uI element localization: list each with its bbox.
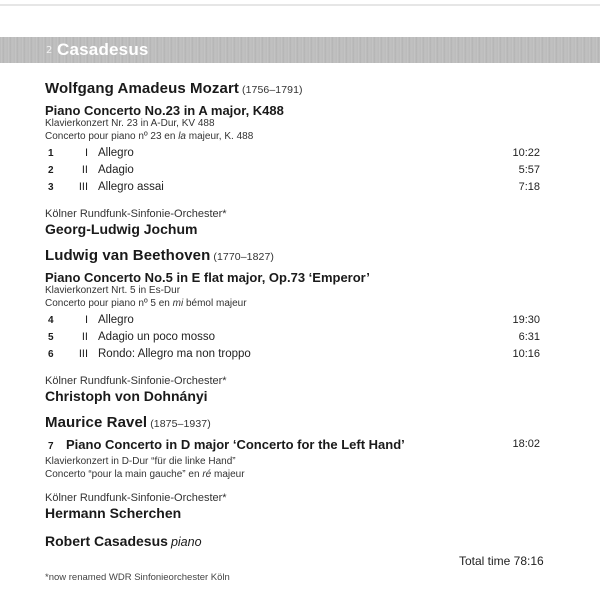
composer-name: Maurice Ravel xyxy=(45,414,148,431)
work-title-german: Klavierkonzert Nrt. 5 in Es-Dur xyxy=(45,285,181,296)
track-duration: 10:16 xyxy=(512,348,540,360)
track-number: 2 xyxy=(48,165,54,176)
work-title: Piano Concerto No.23 in A major, K488 xyxy=(45,103,284,118)
track-duration: 19:30 xyxy=(512,314,540,326)
top-rule xyxy=(0,4,600,6)
french-text: bémol majeur xyxy=(183,298,247,309)
work-title-french xyxy=(45,131,253,142)
work-title: Piano Concerto No.5 in E flat major, Op.73 ‘Emperor’ xyxy=(45,270,370,285)
composer-heading xyxy=(45,80,303,97)
french-key: mi xyxy=(172,298,184,309)
header-bar xyxy=(0,37,600,63)
track-row[interactable] xyxy=(48,314,134,328)
composer-heading xyxy=(45,247,274,264)
orchestra: Kölner Rundfunk-Sinfonie-Orchester* xyxy=(45,375,227,387)
movement-title: Allegro xyxy=(98,147,134,159)
track-number: 1 xyxy=(48,148,54,159)
track-number: 5 xyxy=(48,332,54,343)
work-title-french xyxy=(45,298,247,309)
movement-title: Allegro assai xyxy=(98,181,164,193)
french-text: Concerto pour piano nº 5 en xyxy=(45,298,173,309)
soloist-name: Robert Casadesus xyxy=(45,533,168,549)
french-text: Concerto pour piano nº 23 en xyxy=(45,131,179,142)
movement-title: Adagio un poco mosso xyxy=(98,331,215,343)
header-title: Casadesus xyxy=(57,40,149,59)
composer-heading xyxy=(45,414,211,431)
movement-title: Adagio xyxy=(98,164,134,176)
track-duration: 18:02 xyxy=(512,438,540,450)
work-title-french xyxy=(45,469,245,480)
movement-numeral: III xyxy=(78,348,88,360)
track-duration: 6:31 xyxy=(518,331,540,343)
track-number: 4 xyxy=(48,315,54,326)
movement-numeral: I xyxy=(84,314,88,326)
track-number: 7 xyxy=(48,441,54,452)
conductor: Hermann Scherchen xyxy=(45,505,182,521)
total-time: Total time 78:16 xyxy=(459,554,544,568)
track-row[interactable] xyxy=(48,331,215,345)
french-key: ré xyxy=(202,469,212,480)
track-duration: 7:18 xyxy=(518,181,540,193)
track-row[interactable] xyxy=(48,164,134,178)
track-duration: 5:57 xyxy=(518,164,540,176)
page-number: 2 xyxy=(46,45,53,56)
conductor: Georg-Ludwig Jochum xyxy=(45,221,198,237)
movement-numeral: II xyxy=(81,164,88,176)
composer-dates: (1770–1827) xyxy=(213,251,275,263)
soloist xyxy=(45,533,202,549)
french-text: majeur, K. 488 xyxy=(186,131,254,142)
conductor: Christoph von Dohnányi xyxy=(45,388,208,404)
french-text: majeur xyxy=(211,469,245,480)
track-number: 3 xyxy=(48,182,54,193)
track-row[interactable] xyxy=(48,437,405,452)
composer-dates: (1875–1937) xyxy=(150,418,211,430)
work-title: Piano Concerto in D major ‘Concerto for the Left Hand’ xyxy=(66,437,405,452)
movement-numeral: III xyxy=(78,181,88,193)
movement-numeral: II xyxy=(81,331,88,343)
composer-dates: (1756–1791) xyxy=(241,84,303,96)
composer-name: Ludwig van Beethoven xyxy=(45,247,211,264)
french-key: la xyxy=(178,131,186,142)
track-number: 6 xyxy=(48,349,54,360)
movement-title: Rondo: Allegro ma non troppo xyxy=(98,348,251,360)
orchestra: Kölner Rundfunk-Sinfonie-Orchester* xyxy=(45,492,227,504)
movement-title: Allegro xyxy=(98,314,134,326)
footnote: *now renamed WDR Sinfonieorchester Köln xyxy=(45,572,230,583)
orchestra: Kölner Rundfunk-Sinfonie-Orchester* xyxy=(45,208,227,220)
track-row[interactable] xyxy=(48,147,134,161)
soloist-instrument: piano xyxy=(170,535,202,549)
work-title-german: Klavierkonzert in D-Dur “für die linke Hand” xyxy=(45,456,236,467)
composer-name: Wolfgang Amadeus Mozart xyxy=(45,80,239,97)
track-row[interactable] xyxy=(48,348,251,362)
track-row[interactable] xyxy=(48,181,164,195)
work-title-german: Klavierkonzert Nr. 23 in A-Dur, KV 488 xyxy=(45,118,215,129)
movement-numeral: I xyxy=(84,147,88,159)
french-text: Concerto “pour la main gauche” en xyxy=(45,469,203,480)
track-duration: 10:22 xyxy=(512,147,540,159)
